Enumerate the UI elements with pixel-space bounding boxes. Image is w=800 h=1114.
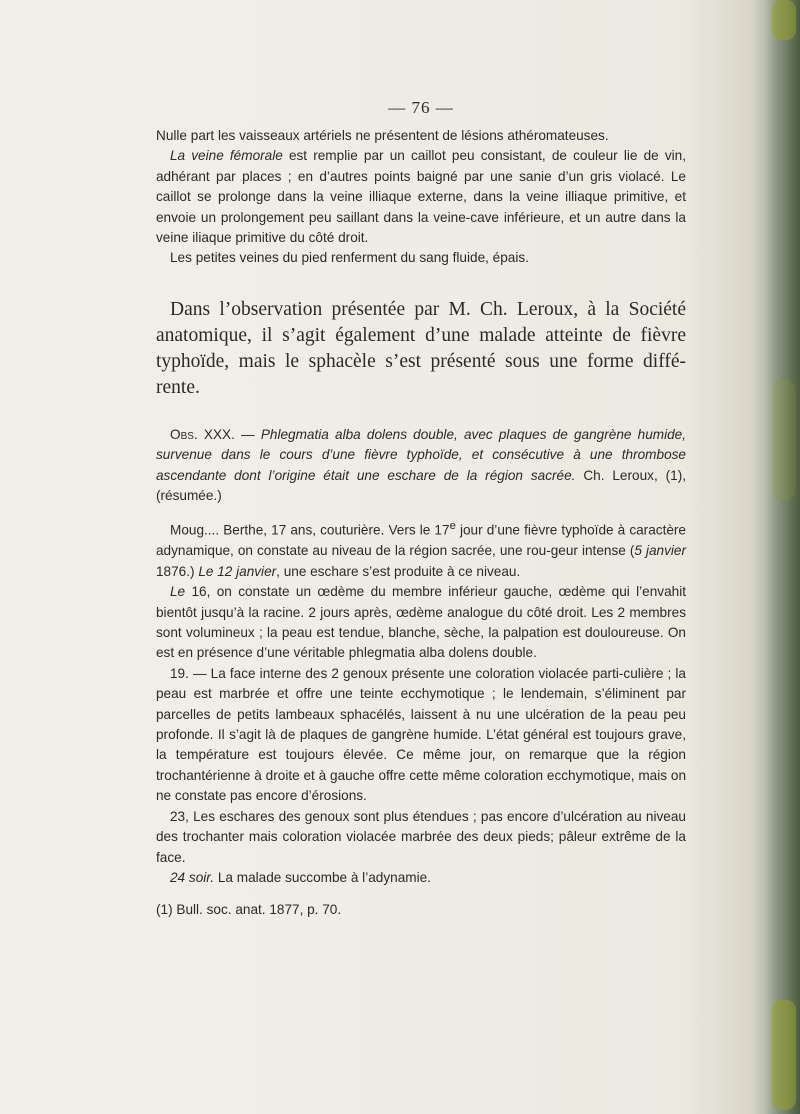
paragraph-day-24 bbox=[156, 868, 686, 888]
patient-text-d: , une eschare s’est produite à ce niveau. bbox=[276, 563, 521, 579]
observation-author: Ch. Leroux, (1), (résumée.) bbox=[156, 467, 687, 504]
paragraph-vessels bbox=[156, 126, 686, 146]
paragraph-foot-veins bbox=[156, 248, 686, 268]
patient-date-2: Le 12 janvier bbox=[198, 563, 277, 579]
patient-text-b: jour d’une fièvre typhoïde à caractère adynamique, on constate au niveau de la région sacrée, une rou-geur intense ( bbox=[156, 523, 686, 559]
paragraph-femoral-vein bbox=[156, 146, 686, 248]
lead-paragraph: Dans l’observation présentée par M. Ch. Leroux, à la Société anatomique, il s’agit également d’une malade atteinte de fièvre typhoïde, mais le sphacèle s’est présenté sous une forme diffé-rente. bbox=[156, 298, 686, 398]
page-edge-shadow bbox=[766, 0, 800, 1114]
paragraph-day-23 bbox=[156, 807, 686, 868]
observation-heading bbox=[156, 425, 686, 507]
day-24-text: La malade succombe à l’adynamie. bbox=[214, 869, 431, 885]
femoral-vein-term: La veine fémorale bbox=[170, 148, 283, 164]
day-16-text: 16, on constate un œdème du membre inférieur gauche, œdème qui l’envahit bientôt jusqu’à la racine. 2 jours après, œdème analogue du côté droit. Les 2 membres sont volumineux ; la peau est tendue, blanche, sèche, la palpation est douloureuse. On est en présence d’une véritable phlegmatia alba dolens double. bbox=[156, 584, 686, 661]
page-content bbox=[156, 98, 686, 917]
edge-stain-middle bbox=[772, 380, 796, 500]
day-23-text: 23, Les eschares des genoux sont plus étendues ; pas encore d’ulcération au niveau des trochanter mais coloration violacée marbrée des deux pieds; pâleur extrême de la face. bbox=[156, 808, 686, 865]
footnote: (1) Bull. soc. anat. 1877, p. 70. bbox=[156, 902, 342, 918]
femoral-vein-text: est remplie par un caillot peu consistant, de couleur lie de vin, adhérant par places ; en d’autres points baigné par une sanie d’un gris violacé. Le caillot se prolonge dans la veine illiaque externe, dans la veine illiaque primitive, et envoie un prolongement peu saillant dans la veine-cave inférieure, et un autre dans la veine iliaque primitive du côté droit. bbox=[156, 148, 686, 246]
paragraph-day-19 bbox=[156, 664, 686, 807]
patient-superscript: e bbox=[449, 520, 456, 533]
observation-title: Phlegmatia alba dolens double, avec plaques de gangrène humide, survenue dans le cours d’une fièvre typhoïde, et consécutive à une thrombose ascendante dont l’origine était une eschare de la région sacrée. bbox=[156, 426, 686, 483]
day-19-text: 19. — La face interne des 2 genoux présente une coloration violacée parti-culière ; la peau est marbrée et offre une teinte ecchymotique ; le lendemain, s’éliminent par parcelles de petits lambeaux sphacélés, laissent à nu une ulcération de la peau peu profonde. Il s’agit là de plaques de gangrène humide. L’état général est toujours grave, la température est toujours élevée. Ce même jour, on remarque que la région trochantérienne à droite et à gauche offre cette même coloration ecchymotique, mais on ne constate pas encore d’érosions. bbox=[156, 665, 686, 804]
page-number: — 76 — bbox=[388, 98, 454, 117]
patient-text-c: 1876.) bbox=[156, 563, 199, 579]
day-24-italic: 24 soir. bbox=[170, 869, 215, 885]
patient-text-a: Moug.... Berthe, 17 ans, couturière. Vers le 17 bbox=[170, 523, 450, 538]
day-16-italic: Le bbox=[170, 584, 186, 600]
edge-stain-top bbox=[772, 0, 796, 40]
patient-date-1: 5 janvier bbox=[634, 543, 686, 559]
edge-stain-bottom bbox=[772, 1000, 796, 1110]
paragraph-patient bbox=[156, 516, 686, 582]
observation-label: Obs. XXX. bbox=[170, 426, 235, 442]
observation-dash: — bbox=[234, 426, 261, 442]
foot-veins-text: Les petites veines du pied renferment du sang fluide, épais. bbox=[170, 250, 529, 266]
paragraph-vessels-text: Nulle part les vaisseaux artériels ne présentent de lésions athéromateuses. bbox=[156, 128, 609, 143]
paragraph-day-16 bbox=[156, 582, 686, 664]
